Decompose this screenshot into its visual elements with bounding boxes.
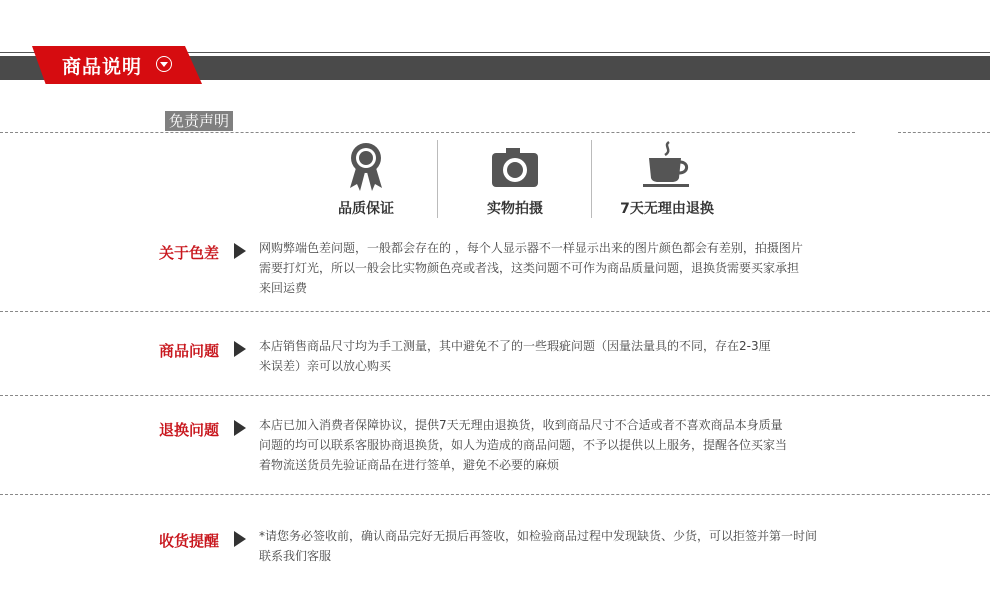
divider [0, 395, 990, 396]
divider [0, 311, 990, 312]
feature-separator [591, 140, 592, 218]
notice-title-product: 商品问题 [159, 342, 220, 360]
camera-icon [490, 146, 540, 192]
notice-text-receipt: *请您务必签收前，确认商品完好无损后再签收，如检验商品过程中发现缺货、少货，可以拒签并第一时间 联系我们客服 [259, 529, 818, 563]
notice-text-product: 本店销售商品尺寸均为手工测量，其中避免不了的一些瑕疵问题（因量法量具的不同，存在2-3厘 米误差）亲可以放心购买 [259, 339, 771, 373]
chevron-down-icon[interactable] [156, 56, 172, 72]
arrow-right-icon [234, 243, 246, 259]
notice-title-return: 退换问题 [159, 421, 220, 439]
arrow-right-icon [234, 420, 246, 436]
section-title: 商品说明 [62, 56, 143, 78]
feature-label: 7天无理由退换 [620, 201, 714, 217]
arrow-right-icon [234, 531, 246, 547]
award-ribbon-icon [346, 140, 386, 192]
feature-label: 品质保证 [338, 201, 394, 217]
arrow-right-icon [234, 341, 246, 357]
divider [0, 132, 855, 133]
disclaimer-label: 免责声明 [165, 111, 233, 131]
notice-text-return: 本店已加入消费者保障协议，提供7天无理由退换货，收到商品尺寸不合适或者不喜欢商品本身质量 问题的均可以联系客服协商退换货，如人为造成的商品问题，不予以提供以上服务，提醒各位买家当 着物流送货员先验证商品在进行签单，避免不必要的麻烦 [259, 418, 788, 472]
feature-separator [437, 140, 438, 218]
notice-title-receipt: 收货提醒 [159, 532, 220, 550]
coffee-cup-icon [639, 140, 695, 190]
notice-title-color: 关于色差 [159, 244, 220, 262]
notice-text-color: 网购弊端色差问题，一般都会存在的 ，每个人显示器不一样显示出来的图片颜色都会有差别，拍摄图片 需要打灯光，所以一般会比实物颜色亮或者浅，这类问题不可作为商品质量问题，退换货需要买家承担 来回运费 [259, 241, 803, 295]
divider [0, 494, 990, 495]
divider [898, 132, 990, 133]
feature-label: 实物拍摄 [487, 201, 543, 217]
